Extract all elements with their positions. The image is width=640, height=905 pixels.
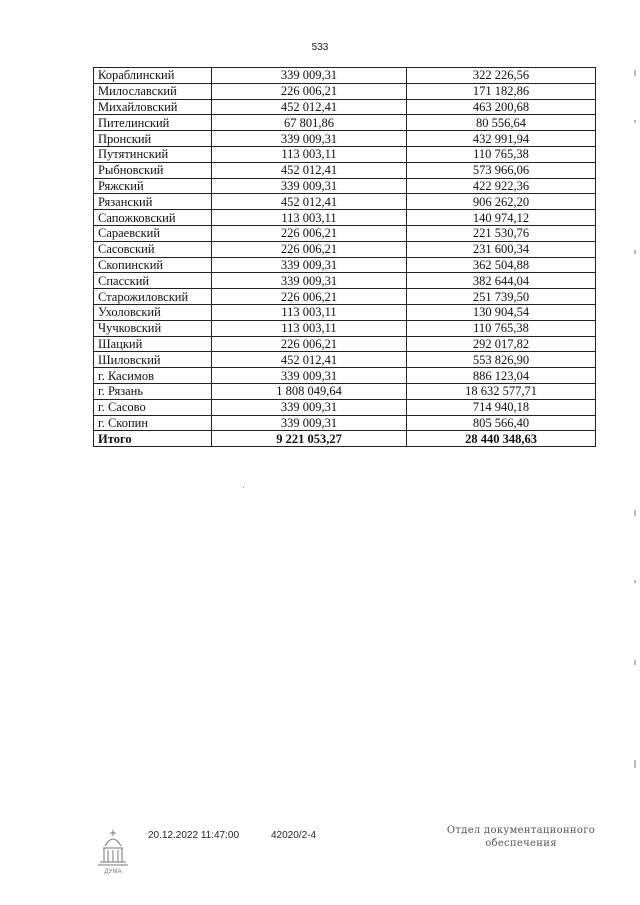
amount-a-cell: 1 808 049,64 [212,383,407,399]
amount-b-cell: 110 765,38 [407,320,596,336]
amount-b-cell: 362 504,88 [407,257,596,273]
district-name-cell: Сасовский [94,241,212,257]
amount-b-cell: 140 974,12 [407,210,596,226]
amount-a-cell: 113 003,11 [212,210,407,226]
amount-a-cell: 113 003,11 [212,304,407,320]
district-name-cell: Ухоловский [94,304,212,320]
amount-a-cell: 339 009,31 [212,257,407,273]
table-body [94,68,596,447]
page-number: 533 [311,42,329,53]
amount-b-cell: 422 922,36 [407,178,596,194]
district-name-cell: Сараевский [94,225,212,241]
district-name-cell: Шацкий [94,336,212,352]
district-name-cell: Чучковский [94,320,212,336]
district-name-cell: г. Касимов [94,368,212,384]
amount-a-cell: 226 006,21 [212,241,407,257]
table-row [94,99,596,115]
district-name-cell: Милославский [94,83,212,99]
total-amount-a-cell: 9 221 053,27 [212,431,407,447]
amount-a-cell: 452 012,41 [212,162,407,178]
district-name-cell: г. Сасово [94,399,212,415]
total-amount-b-cell: 28 440 348,63 [407,431,596,447]
data-table [93,67,596,447]
amount-a-cell: 339 009,31 [212,273,407,289]
district-name-cell: Спасский [94,273,212,289]
total-row [94,431,596,447]
table-row [94,336,596,352]
table-row [94,273,596,289]
district-name-cell: Сапожковский [94,210,212,226]
table-row [94,383,596,399]
amount-a-cell: 339 009,31 [212,131,407,147]
amount-b-cell: 292 017,82 [407,336,596,352]
amount-b-cell: 130 904,54 [407,304,596,320]
district-name-cell: Старожиловский [94,289,212,305]
table-row [94,241,596,257]
table-row [94,225,596,241]
table-row [94,131,596,147]
district-name-cell: Пителинский [94,115,212,131]
district-name-cell: Михайловский [94,99,212,115]
district-name-cell: Рыбновский [94,162,212,178]
table-row [94,83,596,99]
amount-b-cell: 906 262,20 [407,194,596,210]
amount-a-cell: 339 009,31 [212,68,407,84]
district-name-cell: Путятинский [94,146,212,162]
amount-b-cell: 714 940,18 [407,399,596,415]
table-row [94,68,596,84]
amount-a-cell: 113 003,11 [212,146,407,162]
amount-b-cell: 171 182,86 [407,83,596,99]
footer-doc-code: 42020/2-4 [271,830,317,841]
amount-a-cell: 339 009,31 [212,415,407,431]
amount-a-cell: 67 801,86 [212,115,407,131]
table-row [94,320,596,336]
footer-datetime: 20.12.2022 11:47:00 [148,830,240,841]
amount-b-cell: 432 991,94 [407,131,596,147]
amount-b-cell: 231 600,34 [407,241,596,257]
amount-a-cell: 339 009,31 [212,399,407,415]
district-name-cell: г. Рязань [94,383,212,399]
table-row [94,257,596,273]
amount-b-cell: 221 530,76 [407,225,596,241]
department-stamp [446,824,596,850]
amount-a-cell: 452 012,41 [212,99,407,115]
table-row [94,210,596,226]
table-row [94,399,596,415]
amount-b-cell: 18 632 577,71 [407,383,596,399]
amount-a-cell: 452 012,41 [212,352,407,368]
district-name-cell: Шиловский [94,352,212,368]
amount-b-cell: 80 556,64 [407,115,596,131]
scan-speck [243,487,244,488]
stamp-line-1: Отдел документационного [446,825,596,836]
stamp-line-2: обеспечения [485,838,557,849]
amount-b-cell: 110 765,38 [407,146,596,162]
amount-a-cell: 226 006,21 [212,336,407,352]
amount-b-cell: 573 966,06 [407,162,596,178]
total-label-cell: Итого [94,431,212,447]
amount-a-cell: 226 006,21 [212,289,407,305]
amount-a-cell: 226 006,21 [212,83,407,99]
amount-b-cell: 382 644,04 [407,273,596,289]
svg-text:ДУМА: ДУМА [104,869,122,875]
scan-edge-marks [634,60,638,840]
table-row [94,146,596,162]
amount-a-cell: 226 006,21 [212,225,407,241]
amount-a-cell: 339 009,31 [212,178,407,194]
amount-b-cell: 251 739,50 [407,289,596,305]
amount-b-cell: 463 200,68 [407,99,596,115]
amount-b-cell: 322 226,56 [407,68,596,84]
amount-a-cell: 452 012,41 [212,194,407,210]
district-name-cell: Ряжский [94,178,212,194]
amount-a-cell: 113 003,11 [212,320,407,336]
table-row [94,352,596,368]
district-name-cell: Скопинский [94,257,212,273]
table-row [94,304,596,320]
amount-b-cell: 805 566,40 [407,415,596,431]
amount-b-cell: 553 826,90 [407,352,596,368]
table-row [94,289,596,305]
district-name-cell: Кораблинский [94,68,212,84]
table-row [94,194,596,210]
amount-a-cell: 339 009,31 [212,368,407,384]
district-name-cell: г. Скопин [94,415,212,431]
table-row [94,368,596,384]
table-row [94,115,596,131]
table-row [94,178,596,194]
table-row [94,415,596,431]
district-name-cell: Рязанский [94,194,212,210]
table-row [94,162,596,178]
emblem-logo [95,826,131,878]
district-name-cell: Пронский [94,131,212,147]
amount-b-cell: 886 123,04 [407,368,596,384]
